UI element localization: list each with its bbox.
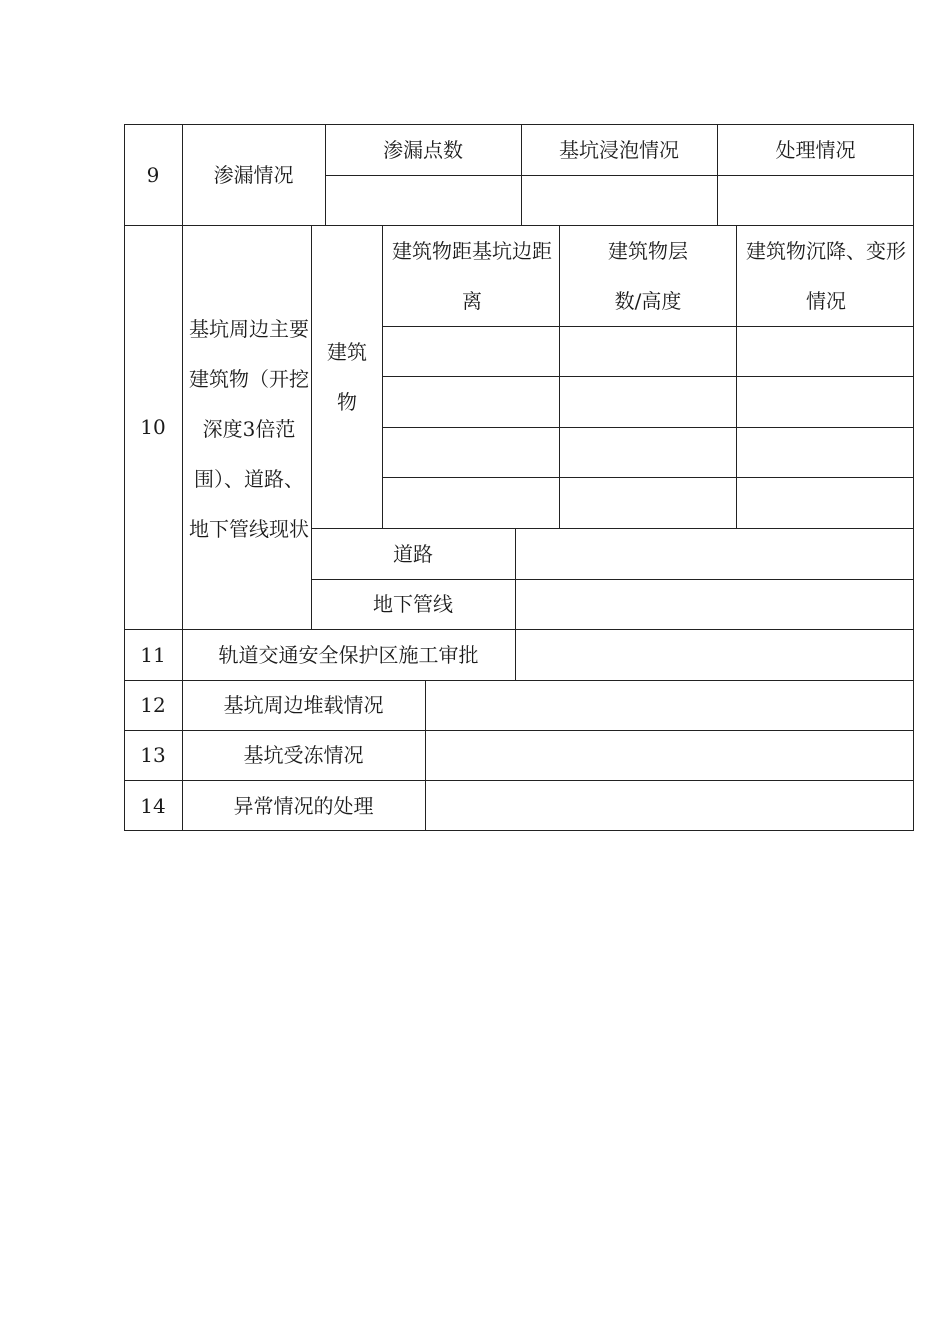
input-building-floors-3[interactable] [559, 427, 736, 477]
input-building-settlement-4[interactable] [736, 477, 914, 528]
header-pit-soaking: 基坑浸泡情况 [559, 137, 679, 162]
input-abnormal-handling[interactable] [425, 780, 914, 831]
input-building-floors-4[interactable] [559, 477, 736, 528]
input-road[interactable] [515, 528, 914, 579]
header-building-distance: 建筑物距基坑边距离 [392, 238, 552, 313]
item-surroundings: 基坑周边主要建筑物（开挖深度3倍范围）、道路、地下管线现状 [189, 317, 309, 541]
item-rail-approval: 轨道交通安全保护区施工审批 [218, 642, 479, 667]
row-number-11: 11 [140, 642, 166, 667]
item-leakage: 渗漏情况 [213, 162, 294, 187]
inspection-table [124, 124, 914, 831]
label-road: 道路 [393, 541, 433, 566]
header-building-settlement: 建筑物沉降、变形情况 [746, 238, 906, 313]
item-frost: 基坑受冻情况 [243, 743, 364, 767]
item-surcharge: 基坑周边堆载情况 [223, 693, 384, 717]
input-building-floors-2[interactable] [559, 376, 736, 427]
item-abnormal-handling: 异常情况的处理 [233, 793, 374, 818]
header-leak-points: 渗漏点数 [383, 137, 463, 162]
input-rail-approval[interactable] [515, 629, 914, 680]
row-number-12: 12 [140, 693, 166, 717]
header-building-floors-height: 建筑物层数/高度 [608, 238, 688, 313]
input-building-settlement-2[interactable] [736, 376, 914, 427]
input-building-floors-1[interactable] [559, 326, 736, 376]
input-building-settlement-3[interactable] [736, 427, 914, 477]
row-number-9: 9 [146, 162, 160, 187]
input-building-settlement-1[interactable] [736, 326, 914, 376]
input-surcharge[interactable] [425, 680, 914, 730]
input-frost[interactable] [425, 730, 914, 780]
input-pipeline[interactable] [515, 579, 914, 629]
row-number-14: 14 [140, 793, 166, 818]
input-leak-points[interactable] [325, 175, 521, 225]
row-number-13: 13 [140, 743, 166, 767]
input-pit-soaking[interactable] [521, 175, 717, 225]
input-building-distance-4[interactable] [382, 477, 559, 528]
input-handling[interactable] [717, 175, 914, 225]
row-number-10: 10 [140, 415, 166, 439]
label-building: 建筑物 [327, 339, 367, 414]
input-building-distance-1[interactable] [382, 326, 559, 376]
label-pipeline: 地下管线 [373, 592, 453, 616]
input-building-distance-3[interactable] [382, 427, 559, 477]
header-handling: 处理情况 [775, 137, 856, 162]
input-building-distance-2[interactable] [382, 376, 559, 427]
